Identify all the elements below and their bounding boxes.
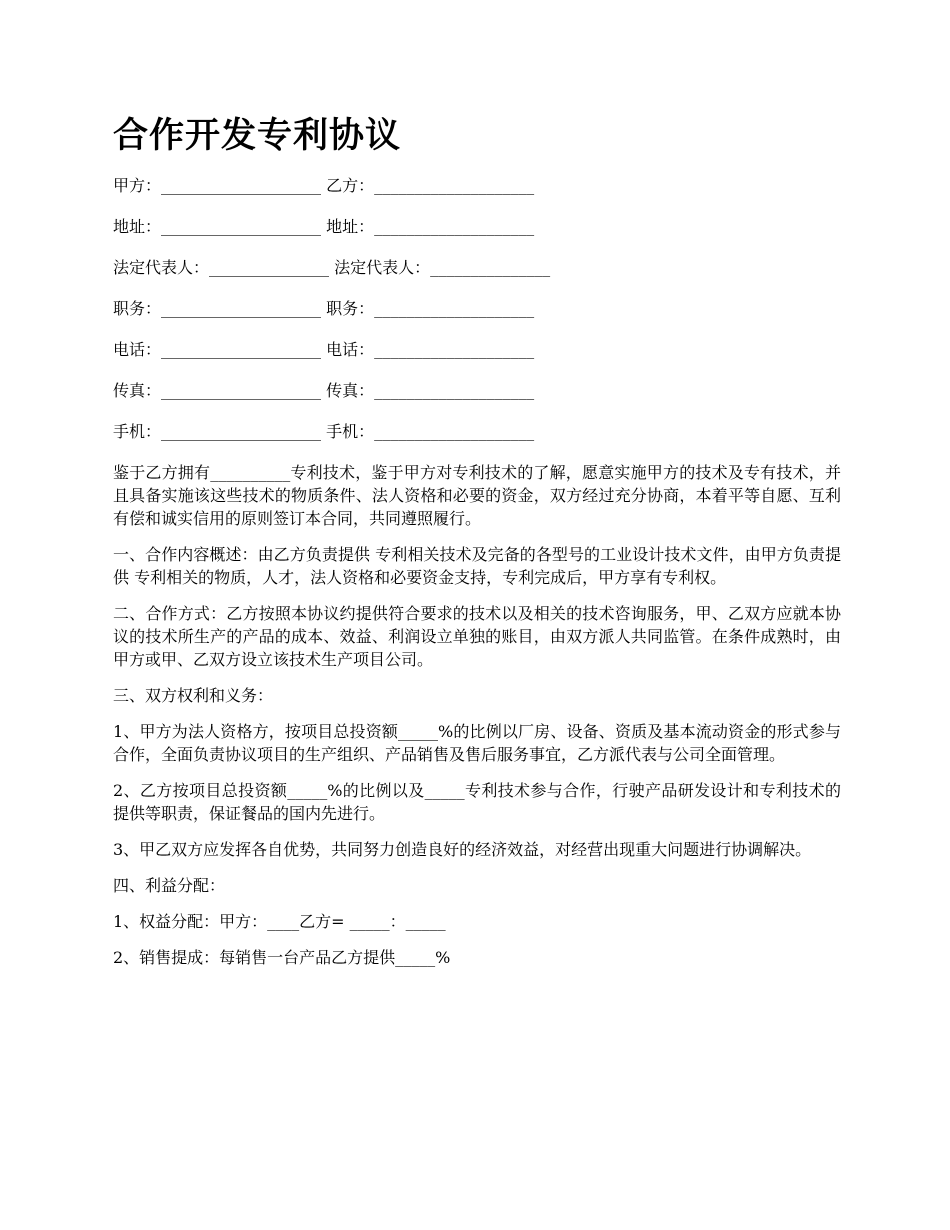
- clause-3-3-paragraph: 3、甲乙双方应发挥各自优势，共同努力创造良好的经济效益，对经营出现重大问题进行协调解决。: [113, 840, 812, 859]
- address-row: 地址：____________________ 地址：____________________: [113, 217, 535, 236]
- clause-3-2-paragraph: 2、乙方按项目总投资额_____%的比例以及_____专利技术参与合作，行驶产品研发设计和专利技术的提供等职责，保证餐品的国内先进行。: [113, 781, 841, 823]
- position-row: 职务：____________________ 职务：____________________: [113, 299, 535, 318]
- clause-3-1-paragraph: 1、甲方为法人资格方，按项目总投资额_____%的比例以厂房、设备、资质及基本流动资金的形式参与合作，全面负责协议项目的生产组织、产品销售及售后服务事宜，乙方派代表与公司全面管理。: [113, 722, 841, 764]
- section-1-paragraph: 一、合作内容概述：由乙方负责提供 专利相关技术及完备的各型号的工业设计技术文件，由甲方负责提供 专利相关的物质，人才，法人资格和必要资金支持，专利完成后，甲方享有专利权。: [113, 545, 841, 587]
- section-3-heading: 三、双方权利和义务：: [113, 686, 274, 705]
- document-page: [113, 108, 841, 982]
- document-title: 合作开发专利协议: [113, 116, 402, 156]
- phone-row: 电话：____________________ 电话：____________________: [113, 340, 535, 359]
- section-2-paragraph: 二、合作方式：乙方按照本协议约提供符合要求的技术以及相关的技术咨询服务，甲、乙双方应就本协议的技术所生产的产品的成本、效益、利润设立单独的账目，由双方派人共同监管。在条件成熟时，由甲方或甲、乙双方设立该技术生产项目公司。: [113, 604, 841, 669]
- clause-4-1-paragraph: 1、权益分配：甲方：____乙方= _____：_____: [113, 912, 446, 931]
- section-4-heading: 四、利益分配：: [113, 876, 226, 895]
- preamble-paragraph: 鉴于乙方拥有__________专利技术，鉴于甲方对专利技术的了解，愿意实施甲方的技术及专有技术，并且具备实施该这些技术的物质条件、法人资格和必要的资金，双方经过充分协商，本着平等自愿、互利有偿和诚实信用的原则签订本合同，共同遵照履行。: [113, 463, 841, 528]
- party-name-row: 甲方：____________________ 乙方：____________________: [113, 176, 535, 195]
- clause-4-2-paragraph: 2、销售提成：每销售一台产品乙方提供_____%: [113, 948, 451, 967]
- legal-representative-row: 法定代表人：_______________ 法定代表人：_______________: [113, 258, 551, 277]
- mobile-row: 手机：____________________ 手机：____________________: [113, 422, 535, 441]
- fax-row: 传真：____________________ 传真：____________________: [113, 381, 535, 400]
